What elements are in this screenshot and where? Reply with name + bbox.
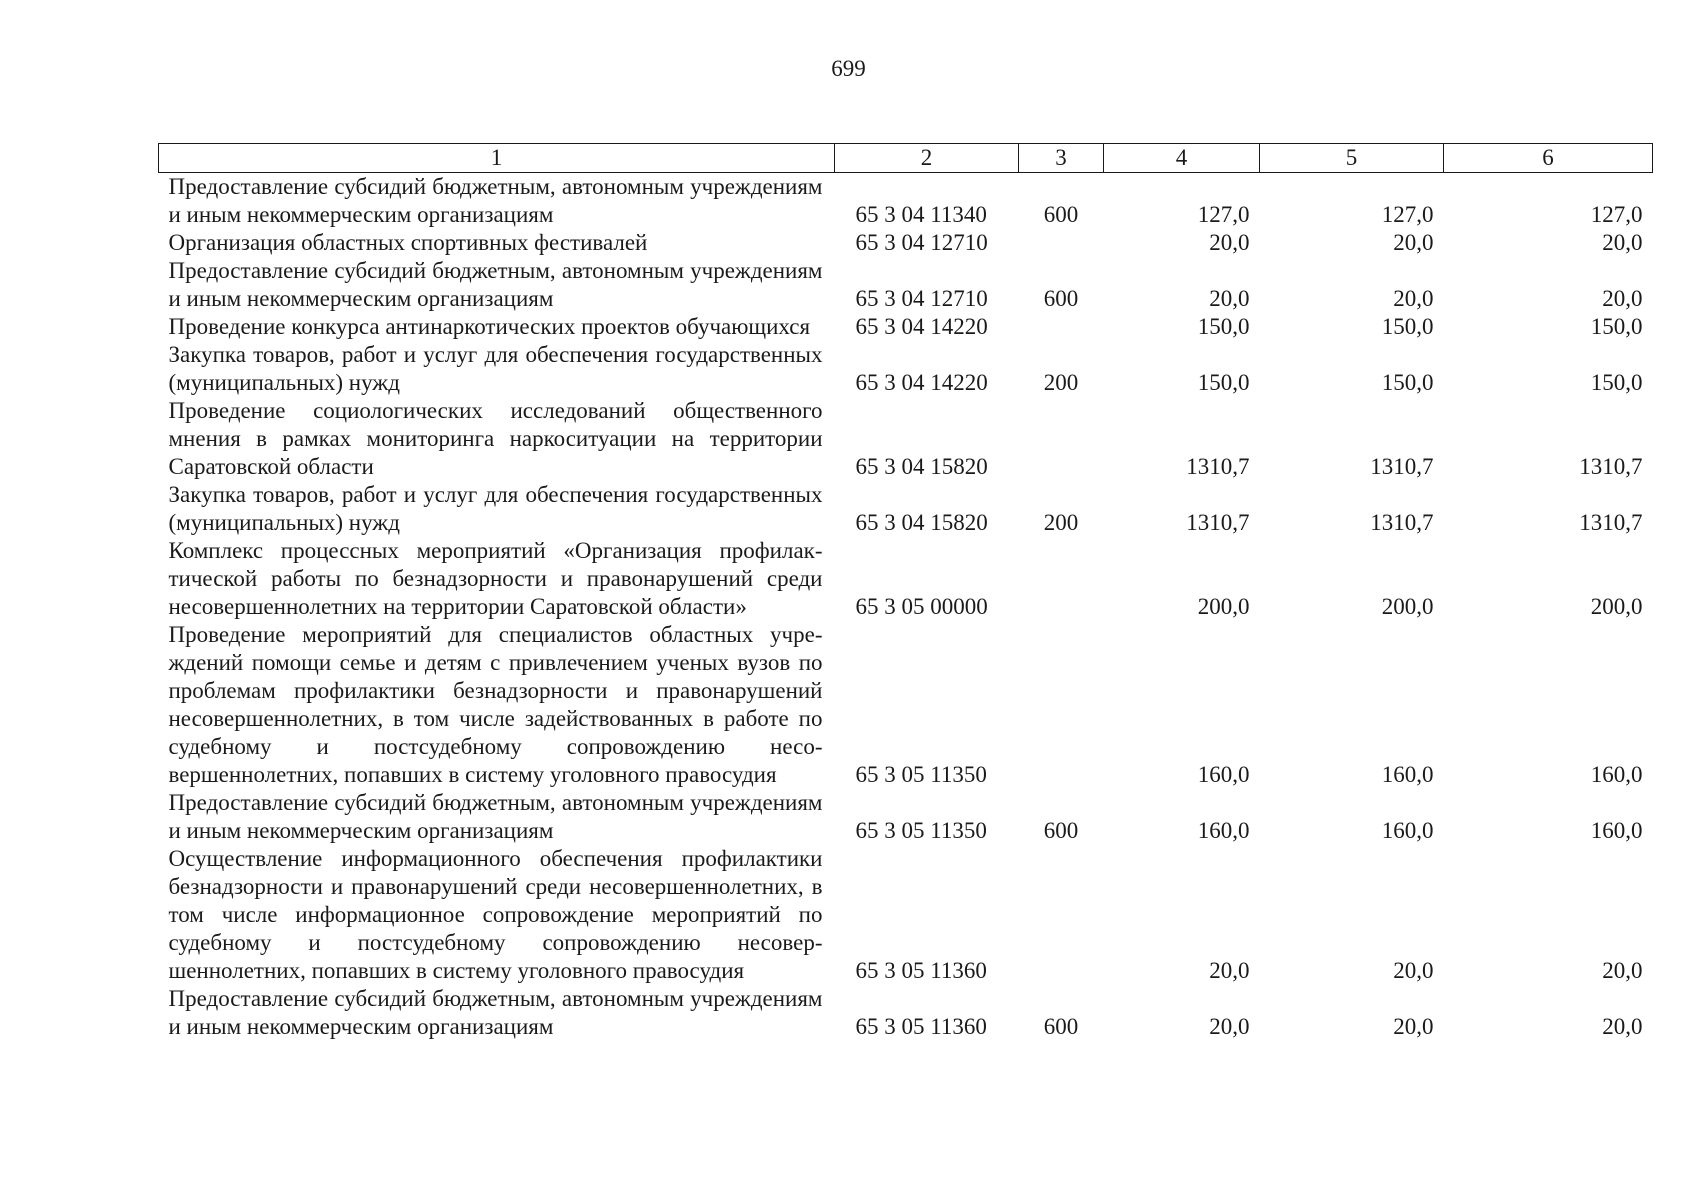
row-name: Предоставление субсидий бюджетным, автономным учреждениям и иным некоммерческим организациям xyxy=(168,986,823,1039)
page-number: 699 xyxy=(831,56,866,81)
row-value-year-2: 20,0 xyxy=(1393,1014,1434,1039)
row-value-year-1: 1310,7 xyxy=(1186,454,1250,479)
row-name: Проведение социологических исследований общественного мнения в рамках мониторинга наркоситуации на территории Саратовской области xyxy=(168,398,823,479)
row-value-year-2: 160,0 xyxy=(1381,818,1434,843)
table-row xyxy=(159,845,1653,985)
row-value-year-1: 20,0 xyxy=(1209,1014,1250,1039)
row-value-year-2: 160,0 xyxy=(1381,762,1434,787)
row-name: Организация областных спортивных фестивалей xyxy=(168,230,648,255)
row-expense-type: 600 xyxy=(1043,202,1079,227)
row-expense-type: 200 xyxy=(1043,510,1079,535)
table-header xyxy=(159,144,1653,173)
row-expense-type: 600 xyxy=(1043,1014,1079,1039)
row-name: Предоставление субсидий бюджетным, автономным учреждениям и иным некоммерческим организациям xyxy=(168,258,823,311)
row-value-year-1: 150,0 xyxy=(1197,370,1250,395)
table-row xyxy=(159,789,1653,845)
table-row xyxy=(159,481,1653,537)
row-value-year-3: 150,0 xyxy=(1590,370,1643,395)
row-value-year-3: 1310,7 xyxy=(1579,454,1643,479)
row-code: 65 3 05 00000 xyxy=(855,594,988,619)
row-name: Предоставление субсидий бюджетным, автономным учреждениям и иным некоммерческим организациям xyxy=(168,174,823,227)
row-value-year-2: 150,0 xyxy=(1381,314,1434,339)
row-value-year-2: 127,0 xyxy=(1381,202,1434,227)
row-expense-type: 200 xyxy=(1043,370,1079,395)
row-name: Комплекс процессных мероприятий «Организация профилактической работы по безнадзорности и правонарушений среди несовершеннолетних на территории Саратовской области» xyxy=(168,538,823,619)
column-header-4: 4 xyxy=(1104,144,1260,173)
column-header-2: 2 xyxy=(835,144,1019,173)
row-expense-type xyxy=(1019,621,1104,789)
row-value-year-2: 150,0 xyxy=(1381,370,1434,395)
row-value-year-1: 20,0 xyxy=(1209,230,1250,255)
table-row xyxy=(159,397,1653,481)
table-row xyxy=(159,537,1653,621)
row-expense-type xyxy=(1019,537,1104,621)
table-row xyxy=(159,257,1653,313)
row-expense-type xyxy=(1019,397,1104,481)
row-value-year-3: 160,0 xyxy=(1590,762,1643,787)
column-header-5: 5 xyxy=(1260,144,1444,173)
column-header-3: 3 xyxy=(1019,144,1104,173)
row-value-year-2: 1310,7 xyxy=(1370,454,1434,479)
row-code: 65 3 05 11350 xyxy=(855,762,987,787)
row-value-year-1: 20,0 xyxy=(1209,958,1250,983)
row-expense-type xyxy=(1019,229,1104,257)
row-value-year-1: 200,0 xyxy=(1197,594,1250,619)
row-value-year-2: 20,0 xyxy=(1393,286,1434,311)
row-value-year-3: 20,0 xyxy=(1602,1014,1643,1039)
row-name: Осуществление информационного обеспечения профилактики безнадзорности и правонарушений среди несовершеннолетних, в том числе информационное сопровождение мероприятий по судебному и постсудебному сопровождению несовершеннолетних, попавших в систему уголовного правосудия xyxy=(168,846,823,983)
row-expense-type: 600 xyxy=(1043,286,1079,311)
row-code: 65 3 04 15820 xyxy=(855,510,988,535)
header-row xyxy=(159,144,1653,173)
row-value-year-3: 160,0 xyxy=(1590,818,1643,843)
row-expense-type xyxy=(1019,313,1104,341)
row-code: 65 3 05 11350 xyxy=(855,818,987,843)
row-value-year-3: 200,0 xyxy=(1590,594,1643,619)
row-value-year-2: 200,0 xyxy=(1381,594,1434,619)
row-value-year-1: 1310,7 xyxy=(1186,510,1250,535)
table-row xyxy=(159,229,1653,257)
row-value-year-3: 20,0 xyxy=(1602,286,1643,311)
row-value-year-2: 20,0 xyxy=(1393,958,1434,983)
table-row xyxy=(159,985,1653,1041)
row-name: Проведение конкурса антинаркотических проектов обучающихся xyxy=(168,314,811,339)
row-name: Проведение мероприятий для специалистов областных учреждений помощи семье и детям с привлечением ученых вузов по проблемам профилактики безнадзорности и правонарушений несовершеннолетних, в том числе задействованных в работе по судебному и постсудебному сопровождению несовершеннолетних, попавших в систему уголовного правосудия xyxy=(168,622,823,787)
row-name: Закупка товаров, работ и услуг для обеспечения государственных (муниципальных) нужд xyxy=(168,482,823,535)
row-expense-type: 600 xyxy=(1043,818,1079,843)
row-value-year-1: 160,0 xyxy=(1197,762,1250,787)
table-body xyxy=(159,173,1653,1042)
row-value-year-1: 150,0 xyxy=(1197,314,1250,339)
column-header-1: 1 xyxy=(159,144,835,173)
row-expense-type xyxy=(1019,845,1104,985)
row-name: Предоставление субсидий бюджетным, автономным учреждениям и иным некоммерческим организациям xyxy=(168,790,823,843)
row-value-year-3: 20,0 xyxy=(1602,958,1643,983)
row-value-year-3: 20,0 xyxy=(1602,230,1643,255)
column-header-6: 6 xyxy=(1444,144,1653,173)
row-code: 65 3 04 11340 xyxy=(855,202,987,227)
row-value-year-2: 1310,7 xyxy=(1370,510,1434,535)
row-code: 65 3 04 14220 xyxy=(855,370,988,395)
table-row xyxy=(159,621,1653,789)
table-row xyxy=(159,313,1653,341)
row-code: 65 3 04 14220 xyxy=(855,314,988,339)
row-code: 65 3 05 11360 xyxy=(855,1014,987,1039)
table-row xyxy=(159,173,1653,230)
row-name: Закупка товаров, работ и услуг для обеспечения государственных (муниципальных) нужд xyxy=(168,342,823,395)
row-code: 65 3 04 12710 xyxy=(855,286,988,311)
row-value-year-3: 1310,7 xyxy=(1579,510,1643,535)
row-code: 65 3 05 11360 xyxy=(855,958,987,983)
row-value-year-1: 127,0 xyxy=(1197,202,1250,227)
row-value-year-2: 20,0 xyxy=(1393,230,1434,255)
row-value-year-1: 20,0 xyxy=(1209,286,1250,311)
row-code: 65 3 04 15820 xyxy=(855,454,988,479)
budget-table xyxy=(158,143,1653,1041)
row-value-year-3: 127,0 xyxy=(1590,202,1643,227)
row-value-year-1: 160,0 xyxy=(1197,818,1250,843)
row-value-year-3: 150,0 xyxy=(1590,314,1643,339)
row-code: 65 3 04 12710 xyxy=(855,230,988,255)
table-row xyxy=(159,341,1653,397)
